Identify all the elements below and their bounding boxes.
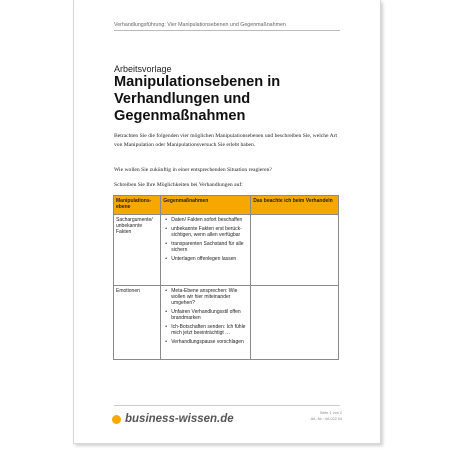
brand-name: business-wissen.de (125, 413, 234, 425)
instruction-paragraph: Schreiben Sie Ihre Möglichkeiten bei Verhandlungen auf: (114, 182, 243, 188)
list-item: • Unterlagen offenlegen lassen (171, 256, 248, 262)
brand-dot-icon (112, 415, 121, 424)
header-manipulation-level: Manipulations- ebene (114, 196, 161, 215)
notes-cell[interactable] (251, 215, 339, 286)
list-item: • unbekannte Fakten erst berück-sichtigen, wenn allen verfügbar (171, 226, 248, 238)
header-notes: Das beachte ich beim Verhandeln (251, 196, 339, 215)
article-number: Art.-Nr.: VA 022 04 (310, 417, 342, 421)
question-paragraph: Wie wollen Sie zukünftig in einer entsprechenden Situation reagieren? (114, 167, 272, 173)
list-item: • Verhandlungspause vorschlagen (171, 339, 248, 345)
header-divider (114, 30, 340, 31)
header-countermeasures: Gegenmaßnahmen (161, 196, 251, 215)
table-row (114, 286, 339, 360)
footer-divider (114, 405, 340, 406)
measures-cell (161, 286, 251, 360)
list-item: • Meta-Ebene ansprechen: Wie wollen wir hier miteinander umgehen? (171, 288, 248, 307)
list-item: • Daten/ Fakten sofort beschaffen (171, 217, 248, 223)
list-item: • Ich-Botschaften senden: Ich fühle mich jetzt beeinträchtigt … (171, 324, 248, 336)
table-row (114, 215, 339, 286)
level-cell: Sachargumente/ unbekannte Fakten (114, 215, 161, 286)
list-item: • transparenten Sachstand für alle sichern (171, 241, 248, 253)
footer-meta (311, 410, 342, 422)
page-number: Seite 1 von 2 (319, 411, 342, 415)
template-label: Arbeitsvorlage (114, 64, 172, 74)
document-title: Manipulationsebenen in Verhandlungen und Gegenmaßnahmen (114, 74, 281, 124)
intro-paragraph: Betrachten Sie die folgenden vier möglichen Manipulationsebenen und beschreiben Sie, welche Art von Manipulation oder Manipulationsversuch Sie erlebt haben. (114, 133, 338, 148)
measures-cell (161, 215, 251, 286)
level-cell: Emotionen (114, 286, 161, 360)
document-page (73, 0, 381, 444)
worksheet-table (113, 195, 339, 360)
brand-logo (112, 413, 234, 425)
running-header: Verhandlungsführung: Vier Manipulationsebenen und Gegenmaßnahmen (114, 22, 286, 28)
table-header-row (114, 196, 339, 215)
list-item: • Unfairen Verhandlungsstil offen brandmarken (171, 309, 248, 321)
notes-cell[interactable] (251, 286, 339, 360)
